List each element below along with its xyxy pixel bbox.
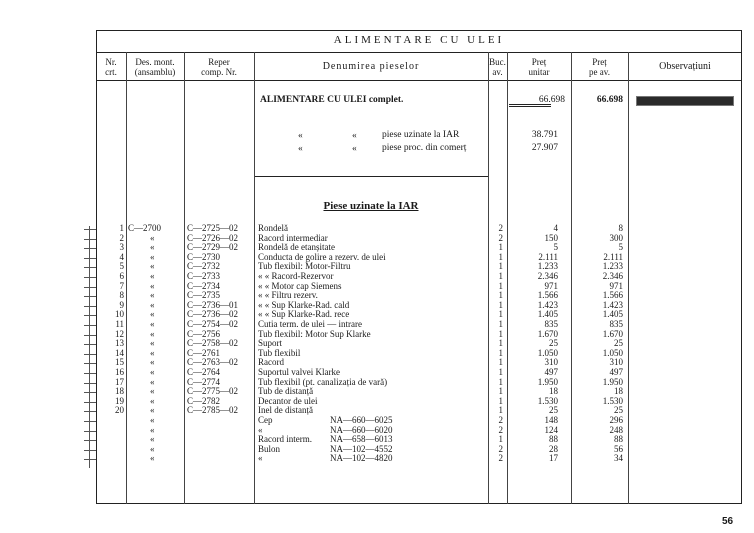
row-des: « (150, 395, 155, 406)
row-unit: 1.423 (537, 299, 558, 310)
row-name: Racord intermediar (258, 232, 328, 243)
row-name: Tub flexibil: Motor Sup Klarke (258, 328, 371, 339)
row-reper: C—2775—02 (187, 386, 239, 397)
binder-tick (84, 325, 96, 326)
row-reper: C—2729—02 (187, 242, 239, 253)
binder-tick (84, 287, 96, 288)
binder-tick (84, 392, 96, 393)
row-total: 25 (614, 338, 623, 349)
row-des: « (150, 405, 155, 416)
row-des: « (150, 338, 155, 349)
observation-bar (636, 96, 734, 106)
row-des: « (150, 328, 155, 339)
row-nr: 17 (115, 376, 124, 387)
row-buc: 1 (498, 251, 503, 262)
summary-main-label: ALIMENTARE CU ULEI complet. (260, 95, 404, 105)
row-unit: 2.346 (537, 271, 558, 281)
summary-main-unit: 66.698 (538, 95, 565, 105)
summary-line1-value: 38.791 (531, 130, 558, 140)
row-code: NA—658—6013 (330, 434, 393, 445)
row-nr: 1 (119, 223, 124, 233)
row-name: « « Filtru rezerv. (258, 290, 318, 301)
row-buc: 1 (498, 347, 503, 358)
row-total: 2.346 (602, 271, 623, 281)
row-buc: 1 (498, 367, 503, 377)
row-unit: 25 (549, 405, 558, 416)
row-reper: C—2774 (187, 376, 221, 387)
row-code: NA—102—4820 (330, 453, 393, 464)
row-reper: C—2732 (187, 261, 221, 272)
row-des: « (150, 434, 155, 445)
row-name: Cutia term. de ulei — intrare (258, 319, 362, 329)
row-name: Inel de distanță (258, 405, 313, 416)
binder-tick (84, 258, 96, 259)
row-reper: C—2725—02 (187, 223, 239, 233)
row-unit: 1.566 (537, 290, 558, 301)
summary-ditto-2b: « (352, 144, 357, 154)
summary-ditto-2a: « (298, 144, 303, 154)
row-unit: 1.050 (537, 347, 558, 358)
row-total: 971 (609, 280, 623, 291)
row-nr: 11 (115, 319, 124, 329)
row-nr: 15 (115, 357, 124, 368)
page-title: ALIMENTARE CU ULEI (333, 34, 505, 46)
row-buc: 1 (498, 271, 503, 281)
binder-tick (84, 267, 96, 268)
row-des: « (150, 415, 155, 425)
row-unit: 148 (544, 415, 558, 425)
section-title: Piese uzinate la IAR (323, 200, 419, 212)
binder-tick (84, 431, 96, 432)
row-name: Tub flexibil (pt. canalizația de vară) (258, 376, 388, 387)
row-des: « (150, 309, 155, 320)
row-unit: 17 (549, 453, 558, 464)
row-des: « (150, 271, 155, 281)
header-buc: Buc. av. (489, 57, 506, 77)
row-unit: 1.530 (537, 395, 558, 406)
binder-tick (84, 239, 96, 240)
row-name: Suport (258, 338, 283, 349)
row-name: « « Sup Klarke-Rad. cald (258, 299, 350, 310)
row-name: « (258, 453, 263, 464)
row-total: 1.233 (602, 261, 623, 272)
row-total: 34 (614, 453, 623, 464)
row-des: « (150, 232, 155, 243)
rule-under-unit-2 (509, 106, 551, 107)
row-des: « (150, 290, 155, 301)
row-name: Decantor de ulei (258, 395, 318, 406)
header-denumirea: Denumirea pieselor (322, 61, 420, 72)
row-des: « (150, 367, 155, 377)
row-total: 300 (609, 232, 623, 243)
row-nr: 10 (115, 309, 124, 320)
row-name: Rondelă (258, 223, 288, 233)
row-des: « (150, 242, 155, 253)
row-name: Tub de distanță (258, 386, 314, 397)
row-des: « (150, 424, 155, 435)
binder-tick (84, 229, 96, 230)
row-buc: 2 (498, 232, 503, 243)
row-reper: C—2782 (187, 395, 221, 406)
binder-tick (84, 315, 96, 316)
row-reper: C—2733 (187, 271, 221, 281)
row-name: « « Sup Klarke-Rad. rece (258, 309, 350, 320)
row-name: Conducta de golire a rezerv. de ulei (258, 251, 386, 262)
binder-tick (84, 335, 96, 336)
row-nr: 2 (119, 232, 124, 243)
row-unit: 971 (544, 280, 558, 291)
header-observatiuni: Observațiuni (659, 61, 711, 72)
row-nr: 18 (115, 386, 124, 397)
row-des: « (150, 280, 155, 291)
row-des: « (150, 347, 155, 358)
binder-tick (84, 383, 96, 384)
row-name: Racord (258, 357, 284, 368)
col-rule-3 (254, 52, 255, 504)
row-reper: C—2735 (187, 290, 221, 301)
row-total: 2.111 (603, 251, 623, 262)
header-reper: Reper comp. Nr. (201, 57, 237, 77)
row-buc: 1 (498, 299, 503, 310)
row-name: Bulon (258, 443, 281, 454)
row-des: « (150, 386, 155, 397)
row-unit: 497 (544, 367, 558, 377)
rule-under-header (96, 80, 742, 81)
row-total: 25 (614, 405, 623, 416)
header-nr: Nr. crt. (105, 57, 117, 77)
row-total: 310 (609, 357, 623, 368)
row-des: C—2700 (128, 223, 162, 233)
page-number: 56 (722, 516, 734, 527)
row-des: « (150, 376, 155, 387)
row-buc: 2 (498, 223, 503, 233)
row-buc: 1 (498, 357, 503, 368)
row-buc: 1 (498, 290, 503, 301)
rule-under-title (96, 52, 742, 53)
summary-main-total: 66.698 (596, 95, 623, 105)
binder-tick (84, 402, 96, 403)
binder-tick (84, 421, 96, 422)
row-buc: 2 (498, 424, 503, 435)
row-reper: C—2785—02 (187, 405, 239, 416)
summary-ditto-1b: « (352, 131, 357, 141)
row-nr: 20 (115, 405, 124, 416)
binder-tick (84, 450, 96, 451)
rule-section (255, 176, 488, 177)
col-rule-1 (126, 52, 127, 504)
binder-tick (84, 296, 96, 297)
row-buc: 1 (498, 338, 503, 349)
binder-line (89, 226, 90, 468)
row-buc: 1 (498, 395, 503, 406)
row-nr: 6 (119, 271, 124, 281)
row-total: 1.530 (602, 395, 623, 406)
binder-tick (84, 373, 96, 374)
row-des: « (150, 319, 155, 329)
row-reper: C—2730 (187, 251, 221, 262)
summary-line2-label: piese proc. din comerț (382, 143, 467, 153)
row-nr: 13 (115, 338, 124, 349)
row-unit: 124 (544, 424, 558, 435)
row-des: « (150, 453, 155, 464)
row-total: 1.423 (602, 299, 623, 310)
row-des: « (150, 443, 155, 454)
row-code: NA—660—6020 (330, 424, 393, 435)
row-total: 1.566 (602, 290, 623, 301)
row-reper: C—2736—01 (187, 299, 239, 310)
row-unit: 25 (549, 338, 558, 349)
binder-tick (84, 440, 96, 441)
summary-ditto-1a: « (298, 131, 303, 141)
row-total: 1.670 (602, 328, 623, 339)
row-unit: 88 (549, 434, 558, 445)
header-pret-av: Preț pe av. (589, 57, 610, 77)
row-des: « (150, 357, 155, 368)
row-total: 18 (614, 386, 623, 397)
row-buc: 1 (498, 242, 503, 253)
row-total: 1.405 (602, 309, 623, 320)
row-des: « (150, 251, 155, 262)
row-reper: C—2736—02 (187, 309, 239, 320)
col-rule-7 (628, 52, 629, 504)
row-total: 296 (609, 415, 623, 425)
row-buc: 1 (498, 319, 503, 329)
row-buc: 1 (498, 386, 503, 397)
row-name: « « Racord-Rezervor (258, 271, 334, 281)
row-nr: 4 (119, 251, 124, 262)
row-unit: 18 (549, 386, 558, 397)
binder-tick (84, 354, 96, 355)
row-unit: 1.405 (537, 309, 558, 320)
row-name: Suportul valvei Klarke (258, 367, 340, 377)
row-name: « (258, 424, 263, 435)
row-name: Tub flexibil (258, 347, 301, 358)
row-name: Rondelă de etanșitate (258, 242, 335, 253)
row-des: « (150, 261, 155, 272)
row-reper: C—2763—02 (187, 357, 239, 368)
header-des: Des. mont. (ansamblu) (134, 57, 176, 77)
row-nr: 12 (115, 328, 124, 339)
row-unit: 5 (553, 242, 558, 253)
row-total: 5 (618, 242, 623, 253)
row-buc: 1 (498, 434, 503, 445)
row-nr: 19 (115, 395, 124, 406)
row-buc: 1 (498, 405, 503, 416)
row-buc: 1 (498, 280, 503, 291)
row-unit: 1.670 (537, 328, 558, 339)
row-buc: 2 (498, 415, 503, 425)
summary-line2-value: 27.907 (531, 143, 558, 153)
binder-tick (84, 344, 96, 345)
row-reper: C—2734 (187, 280, 221, 291)
row-unit: 28 (549, 443, 558, 454)
row-reper: C—2726—02 (187, 232, 239, 243)
row-code: NA—660—6025 (330, 415, 393, 425)
row-reper: C—2754—02 (187, 319, 239, 329)
row-code: NA—102—4552 (330, 443, 393, 454)
row-reper: C—2761 (187, 347, 221, 358)
row-total: 88 (614, 434, 623, 445)
row-buc: 2 (498, 443, 503, 454)
binder-tick (84, 363, 96, 364)
row-total: 835 (609, 319, 623, 329)
row-total: 56 (614, 443, 623, 454)
row-buc: 1 (498, 309, 503, 320)
row-unit: 2.111 (538, 251, 558, 262)
row-reper: C—2758—02 (187, 338, 239, 349)
binder-tick (84, 306, 96, 307)
row-unit: 835 (544, 319, 558, 329)
row-buc: 2 (498, 453, 503, 464)
row-total: 248 (609, 424, 623, 435)
binder-tick (84, 459, 96, 460)
row-name: « « Motor cap Siemens (258, 280, 342, 291)
row-total: 8 (618, 223, 623, 233)
row-reper: C—2756 (187, 328, 221, 339)
binder-tick (84, 411, 96, 412)
row-total: 1.950 (602, 376, 623, 387)
row-reper: C—2764 (187, 367, 221, 377)
row-unit: 4 (553, 223, 558, 233)
row-nr: 3 (119, 242, 124, 253)
binder-tick (84, 248, 96, 249)
row-name: Racord interm. (258, 434, 312, 445)
binder-tick (84, 277, 96, 278)
row-unit: 1.233 (537, 261, 558, 272)
row-name: Cep (258, 415, 273, 425)
row-nr: 14 (115, 347, 124, 358)
row-nr: 5 (119, 261, 124, 272)
row-total: 497 (609, 367, 623, 377)
row-name: Tub flexibil: Motor-Filtru (258, 261, 351, 272)
row-buc: 1 (498, 261, 503, 272)
row-nr: 7 (119, 280, 124, 291)
header-pret-unitar: Preț unitar (528, 57, 550, 77)
row-unit: 310 (544, 357, 558, 368)
row-buc: 1 (498, 376, 503, 387)
row-nr: 16 (115, 367, 124, 377)
row-buc: 1 (498, 328, 503, 339)
row-unit: 150 (544, 232, 558, 243)
summary-line1-label: piese uzinate la IAR (382, 130, 460, 140)
row-nr: 8 (119, 290, 124, 301)
row-total: 1.050 (602, 347, 623, 358)
row-des: « (150, 299, 155, 310)
row-unit: 1.950 (537, 376, 558, 387)
row-nr: 9 (119, 299, 124, 310)
